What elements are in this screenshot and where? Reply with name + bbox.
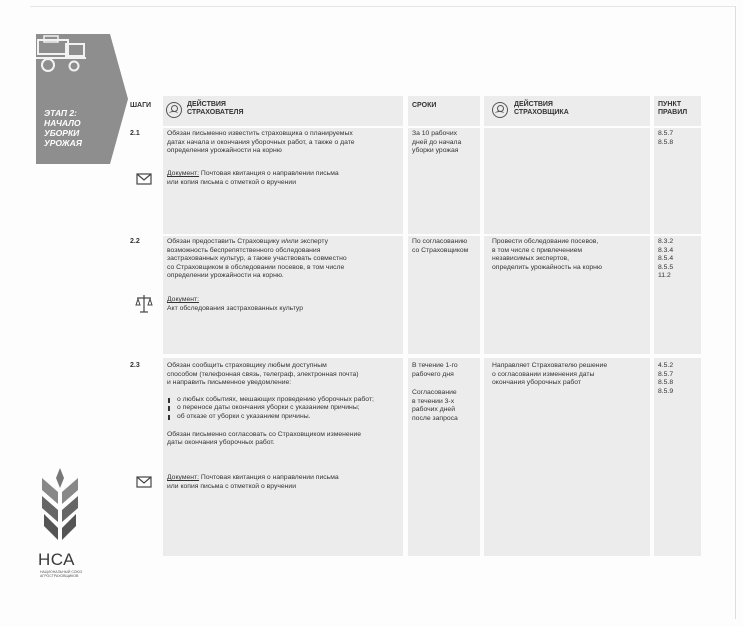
rule-point: 8.3.4 <box>658 246 674 254</box>
text-line: рабочего дня <box>412 370 454 378</box>
bullet-list <box>167 396 401 422</box>
step-number: 2.1 <box>130 130 140 137</box>
rule-points <box>658 238 673 281</box>
header-band-terms <box>408 96 480 126</box>
brand-subtitle: НАЦИОНАЛЬНЫЙ СОЮЗ АГРОСТРАХОВЩИКОВ <box>40 570 83 578</box>
document-label: Документ: <box>167 170 200 177</box>
scales-icon <box>135 294 153 314</box>
document-label: Документ: <box>167 474 200 481</box>
document-text: Акт обследования застрахованных культур <box>167 304 303 312</box>
rule-point: 8.5.7 <box>658 130 674 137</box>
wheat-logo-icon <box>40 468 80 548</box>
text-line: со Страховщиком в обследовании посевов, в том числе <box>167 263 345 271</box>
header-points <box>658 101 687 117</box>
text-line: Обязан письменно известить страховщика о планируемых <box>167 130 353 137</box>
text-line: Обязан предоставить Страховщику и/или эксперту <box>167 238 329 245</box>
text-line: По согласованию <box>412 238 468 245</box>
document-line <box>167 296 399 305</box>
text-line: возможность беспрепятственного обследования <box>167 246 321 254</box>
insured-action <box>167 238 399 281</box>
text-line: определении урожайности на корню. <box>167 272 284 280</box>
stage-title-line: УРОЖАЯ <box>44 138 82 148</box>
envelope-icon <box>136 474 152 490</box>
insurer-action <box>492 362 648 388</box>
text-line: определить урожайность на корню <box>492 263 602 271</box>
rule-points <box>658 130 673 147</box>
brand-logo <box>36 468 86 578</box>
text-line: Обязан письменно согласовать со Страховщиком изменение <box>167 430 362 438</box>
text-line: после запроса <box>412 414 458 422</box>
insurer-action <box>492 238 648 272</box>
document-label: Документ: <box>167 296 200 303</box>
rule-point: 8.5.8 <box>658 379 674 387</box>
document-line <box>167 474 399 483</box>
header-line: ПРАВИЛ <box>658 109 688 116</box>
text-line: со Страховщиком <box>412 246 469 254</box>
person-icon <box>492 102 508 118</box>
stage-title-line: УБОРКИ <box>44 128 80 138</box>
rule-point: 8.5.9 <box>658 387 674 395</box>
stage-title-line: ЭТАП 2: <box>44 108 77 118</box>
rule-point: 8.5.4 <box>658 255 674 263</box>
text-line: и направить письменное уведомление: <box>167 379 292 387</box>
header-line: ДЕЙСТВИЯ <box>187 101 226 108</box>
step-number: 2.2 <box>130 238 140 245</box>
rule-point: 4.5.2 <box>658 362 674 369</box>
rule-point: 8.5.8 <box>658 138 674 146</box>
text-line: даты окончания уборочных работ. <box>167 439 275 447</box>
stage-ribbon <box>36 34 128 164</box>
text-line: уборки урожая <box>412 147 459 155</box>
header-insured-actions <box>187 101 244 117</box>
text-line: в течении 3-х <box>412 397 455 405</box>
header-insurer-actions <box>514 101 569 117</box>
rule-point: 8.3.2 <box>658 238 674 245</box>
text-line: застрахованных культур, а также участвовать совместно <box>167 255 347 263</box>
header-terms: СРОКИ <box>412 102 437 109</box>
text-line: окончания уборочных работ <box>492 379 582 387</box>
bullet-item: о любых событиях, мешающих проведению уборочных работ; <box>167 396 401 405</box>
text-line: В течение 1-го <box>412 362 458 369</box>
document-text: Почтовая квитанция о направлении письма <box>199 170 339 177</box>
bullet-item: о переносе даты окончания уборки с указанием причины; <box>167 404 401 413</box>
text-line: рабочих дней <box>412 406 456 414</box>
header-line: СТРАХОВЩИКА <box>514 109 569 116</box>
document-note <box>167 474 399 491</box>
stage-title-line: НАЧАЛО <box>44 118 81 128</box>
document-note <box>167 170 399 187</box>
text-line: Направляет Страхователю решение <box>492 362 608 369</box>
header-line: ДЕЙСТВИЯ <box>514 101 553 108</box>
document-note <box>167 296 399 313</box>
header-line: ПУНКТ <box>658 101 682 108</box>
combine-harvester-icon <box>36 34 88 74</box>
rule-point: 8.5.5 <box>658 263 674 271</box>
text-line: Обязан сообщить страховщику любым доступным <box>167 362 327 369</box>
text-line: независимых экспертов, <box>492 255 570 263</box>
text-line: Провести обследование посевов, <box>492 238 599 245</box>
text-line: определения урожайности на корню <box>167 147 282 155</box>
document-text: Почтовая квитанция о направлении письма <box>199 474 339 481</box>
term <box>412 362 480 424</box>
rule-point: 8.5.7 <box>658 370 674 378</box>
step-number: 2.3 <box>130 362 140 369</box>
row-band <box>484 128 650 234</box>
stage-title <box>44 108 114 148</box>
document-line <box>167 170 399 179</box>
bullet-item: об отказе от уборки с указанием причины. <box>167 413 401 422</box>
text-line: За 10 рабочих <box>412 130 458 137</box>
term <box>412 130 480 156</box>
rule-point: 11.2 <box>658 272 671 280</box>
rule-points <box>658 362 673 396</box>
person-icon <box>166 102 182 118</box>
envelope-icon <box>136 171 152 187</box>
header-line: СТРАХОВАТЕЛЯ <box>187 109 244 116</box>
text-line: дней до начала <box>412 138 462 146</box>
text-line: способом (телефонная связь, телеграф, электронная почта) <box>167 370 359 378</box>
document-text: или копия письма с отметкой о вручении <box>167 482 297 490</box>
term <box>412 238 480 255</box>
text-line: о согласовании изменения даты <box>492 370 595 378</box>
insured-action <box>167 362 401 448</box>
header-steps: ШАГИ <box>130 102 152 109</box>
insured-action <box>167 130 399 156</box>
brand-abbreviation: НСА <box>38 550 76 569</box>
text-line: Согласование <box>412 389 457 397</box>
text-line: датах начала и окончания уборочных работ, а также о дате <box>167 138 355 146</box>
text-line: в том числе с привлечением <box>492 246 583 254</box>
document-text: или копия письма с отметкой о вручении <box>167 178 297 186</box>
